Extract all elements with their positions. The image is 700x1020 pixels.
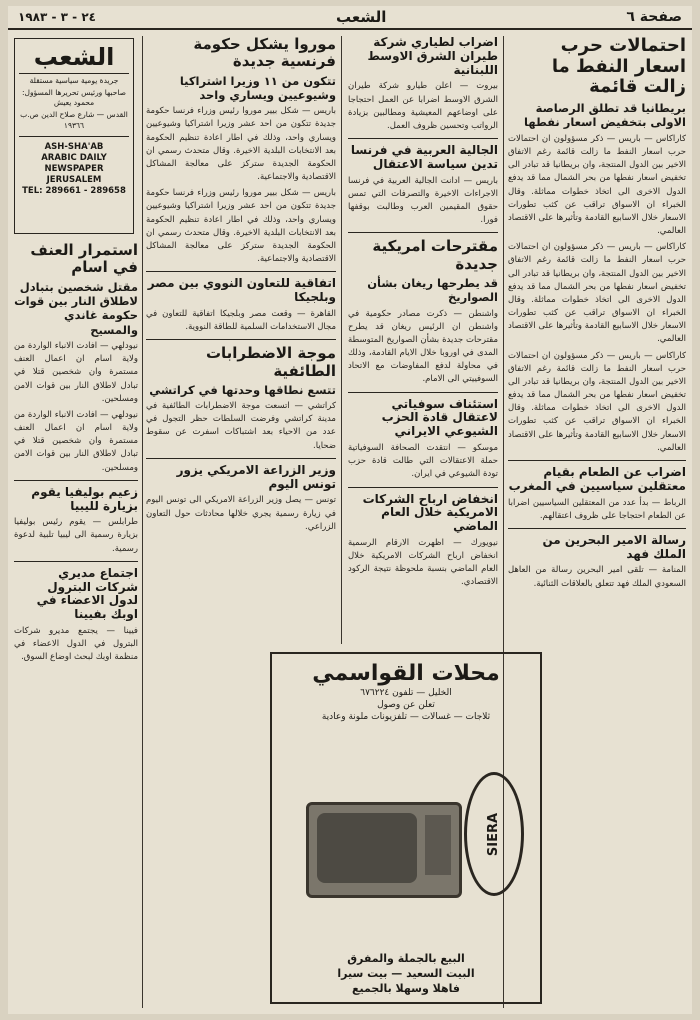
column-rule xyxy=(142,36,143,1008)
body-oil-cont2: كاراكاس — باريس — ذكر مسؤولون ان احتمالات حرب اسعار النفط ما زالت قائمة رغم الاتفاق الاخير بين الدول المنتجة، وان بريطانيا قد تبادر الى تخفيض اسعار نفطها من بحر الشمال مما قد يدفع الدول الاخرى الى اتخاذ خطوات مماثلة. وقال الخبراء ان الاسواق تراقب عن كثب تطورات الاسعار خلال الاسابيع القادمة وتأثيرها على الاقتصاد العالمي. xyxy=(508,350,686,453)
divider xyxy=(348,487,498,488)
body-oil-cont: كاراكاس — باريس — ذكر مسؤولون ان احتمالات حرب اسعار النفط ما زالت قائمة رغم الاتفاق الاخير بين الدول المنتجة، وان بريطانيا قد تبادر الى تخفيض اسعار نفطها من بحر الشمال مما قد يدفع الدول الاخرى الى اتخاذ خطوات مماثلة. وقال الخبراء ان الاسواق تراقب عن كثب تطورات الاسعار خلال الاسابيع القادمة وتأثيرها على الاقتصاد العالمي. xyxy=(508,242,686,345)
body-karachi: كراتشي — اتسعت موجة الاضطرابات الطائفية في مدينة كراتشي وفرضت السلطات حظر التجول في عدد من الاحياء بعد اشتباكات اسفرت عن سقوط ضحايا. xyxy=(146,401,336,451)
body-oil: كاراكاس — باريس — ذكر مسؤولون ان احتمالات حرب اسعار النفط ما زالت قائمة رغم الاتفاق الاخير بين الدول المنتجة، وان بريطانيا قد تبادر الى تخفيض اسعار نفطها من بحر الشمال مما قد يدفع الدول الاخرى الى اتخاذ خطوات مماثلة. وقال الخبراء ان الاسواق تراقب عن كثب تطورات الاسعار خلال الاسابيع القادمة وتأثيرها على الاقتصاد العالمي. xyxy=(508,133,686,237)
body-oilcos: فيينا — يجتمع مديرو شركات البترول في الدول الاعضاء في منظمة اوبك لبحث اوضاع السوق. xyxy=(14,626,138,663)
headline-karachi: موجة الاضطرابات الطائفية xyxy=(205,344,336,380)
divider xyxy=(348,392,498,393)
paper-name: الشعب xyxy=(335,8,387,26)
tv-screen xyxy=(317,813,417,883)
divider xyxy=(146,458,336,459)
body-community: باريس — ادانت الجالية العربية في فرنسا الاجراءات الاخيرة والتصرفات التي تمس حقوق المقيمين العرب وطالبت بوقفها فورا. xyxy=(348,175,498,226)
headline-lebanon: اضراب لطياري شركة طيران الشرق الاوسط اللبنانية xyxy=(367,36,498,77)
body-libya: طرابلس — يقوم رئيس بوليفيا بزيارة رسمية الى ليبيا تلبية لدعوة رسمية. xyxy=(14,517,138,554)
nameplate-publisher: صاحبها ورئيس تحريرها المسؤول: محمود يعيش xyxy=(21,88,126,108)
nameplate-en-line3: JERUSALEM xyxy=(46,174,102,185)
divider xyxy=(348,232,498,233)
nameplate-box xyxy=(14,38,134,234)
body-morocco: الرباط — بدأ عدد من المعتقلين السياسيين اضرابا عن الطعام احتجاجا على ظروف اعتقالهم. xyxy=(508,497,686,521)
nameplate-address: القدس — شارع صلاح الدين ص.ب ١٩٣٦٦ xyxy=(20,110,128,130)
nameplate-en-name: ASH-SHA'AB xyxy=(44,141,104,152)
ad-bottom-3: فاهلا وسهلا بالجميع xyxy=(352,982,460,995)
ad-products: ثلاجات — غسالات — تلفزيونات ملونة وعادية xyxy=(321,712,491,722)
divider xyxy=(19,136,129,137)
divider xyxy=(146,271,336,272)
divider xyxy=(348,138,498,139)
column-left xyxy=(14,242,138,1008)
television-image xyxy=(306,802,462,898)
issue-date: ٢٤ - ٣ - ١٩٨٣ xyxy=(18,10,96,24)
divider xyxy=(14,480,138,481)
divider xyxy=(146,339,336,340)
headline-morocco: اضراب عن الطعام بقيام معتقلين سياسيين في المغرب xyxy=(508,464,686,493)
column-news-2 xyxy=(348,36,498,644)
tv-knobs xyxy=(425,815,451,875)
body-mauroy-cont: باريس — شكل بيير موروا رئيس وزراء فرنسا حكومة جديدة تتكون من احد عشر وزيرا اشتراكيا وشيوعيين ويساري واحد، وذلك في اطار اعادة تنظيم الحكومة بعد الانتخابات البلدية الاخيرة. وقال متحدث رسمي ان الحكومة الجديدة ستركز على معالجة المشاكل الاقتصادية والاجتماعية. xyxy=(146,188,336,265)
sub-oil: بريطانيا قد تطلق الرصاصة الاولى بتخفيض اسعار نفطها xyxy=(524,101,686,130)
body-violence: نيودلهي — افادت الانباء الواردة من ولاية اسام ان اعمال العنف مستمرة وان شخصين قتلا في تبادل لاطلاق النار بين قوات الامن ومسلحين. xyxy=(14,341,138,404)
newspaper-page xyxy=(8,6,692,1014)
body-tunis: تونس — يصل وزير الزراعة الامريكي الى تونس اليوم في زيارة رسمية يجري خلالها محادثات حول التعاون الزراعي. xyxy=(146,495,336,532)
body-bahrain: المنامة — تلقى امير البحرين رسالة من العاهل السعودي الملك فهد تتعلق بالعلاقات الثنائية. xyxy=(508,565,686,589)
headline-profits: انخفاض ارباح الشركات الامريكية خلال العام الماضي xyxy=(362,491,498,534)
nameplate-en-tel: TEL: 289661 - 289658 xyxy=(22,185,126,196)
divider xyxy=(508,460,686,461)
body-lebanon: بيروت — اعلن طيارو شركة طيران الشرق الاوسط اضرابا عن العمل احتجاجا على اوضاعهم المعيشية ومطالبين بزيادة الرواتب وتحسين ظروف العمل. xyxy=(348,81,498,131)
body-profits: نيويورك — اظهرت الارقام الرسمية انخفاض ارباح الشركات الامريكية خلال العام الماضي بنسبة ملحوظة نتيجة الركود الاقتصادي. xyxy=(348,537,498,588)
headline-violence: استمرار العنف في اسام xyxy=(30,242,138,277)
sub-violence: مقتل شخصين بتبادل لاطلاق النار بين قوات حكومة غاندي والمسيح xyxy=(14,279,138,337)
headline-bahrain: رسالة الامير البحرين من الملك فهد xyxy=(542,532,686,561)
sub-mauroy: تتكون من ١١ وزيرا اشتراكيا وشيوعيين ويساري واحد xyxy=(179,73,336,102)
headline-soviet: استئناف سوفياتي لاعتقال قادة الحزب الشيوعي الايراني xyxy=(381,396,498,439)
ad-location: الخليل — تلفون ٦٧٦٢٢٤ xyxy=(360,688,452,698)
headline-oilcos: اجتماع مديري شركات البترول لدول الاعضاء في اوبك بفيينا xyxy=(36,565,138,622)
body-violence-cont: نيودلهي — افادت الانباء الواردة من ولاية اسام ان اعمال العنف مستمرة وان شخصين قتلا في تبادل لاطلاق النار بين قوات الامن ومسلحين. xyxy=(14,409,138,473)
sub-karachi: تتسع نطاقها وحدتها في كراتشي xyxy=(149,382,336,397)
headline-tunis: وزير الزراعة الامريكي يزور تونس اليوم xyxy=(176,462,336,491)
body-soviet: موسكو — انتقدت الصحافة السوفياتية حملة الاعتقالات التي طالت قادة حزب تودة الشيوعي في ايران. xyxy=(348,443,498,480)
masthead xyxy=(8,6,692,30)
ad-title: محلات القواسمي xyxy=(312,661,500,686)
nameplate-title: الشعب xyxy=(19,43,129,74)
ad-tagline: تعلن عن وصول xyxy=(377,700,435,710)
divider xyxy=(508,528,686,529)
siera-logo xyxy=(464,772,524,896)
advertisement xyxy=(270,652,542,1004)
nameplate-tagline: جريدة يومية سياسية مستقلة xyxy=(29,76,119,85)
ad-bottom-2: البيت السعيد — بيت سيرا xyxy=(337,967,475,980)
headline-community: الجالية العربية في فرنسا تدين سياسة الاعتقال xyxy=(350,143,498,171)
headline-libya: زعيم بوليفيا يقوم بزيارة لليبيا xyxy=(31,484,138,513)
ad-footer xyxy=(277,950,535,997)
sub-reagan: قد يطرحها ريغان بشأن الصواريخ xyxy=(367,275,498,305)
ad-bottom-1: البيع بالجملة والمفرق xyxy=(347,952,465,965)
headline-reagan: مقترحات امريكية جديدة xyxy=(372,237,498,273)
divider xyxy=(14,561,138,562)
column-rule xyxy=(341,36,342,644)
headline-mauroy: موروا يشكل حكومة فرنسية جديدة xyxy=(193,36,336,71)
body-nuclear: القاهرة — وقعت مصر وبلجيكا اتفاقية للتعاون في مجال الاستخدامات السلمية للطاقة النووية. xyxy=(146,308,336,333)
body-mauroy: باريس — شكل بيير موروا رئيس وزراء فرنسا حكومة جديدة تتكون من احد عشر وزيرا اشتراكيا وشيوعيين ويساري واحد، وذلك في اطار اعادة تنظيم الحكومة بعد الانتخابات البلدية الاخيرة. وقال متحدث رسمي ان الحكومة الجديدة ستركز على معالجة المشاكل الاقتصادية والاجتماعية. xyxy=(146,106,336,183)
headline-oil: احتمالات حرب اسعار النفط ما زالت قائمة xyxy=(551,36,686,98)
siera-logo-text: SIERA xyxy=(486,812,502,856)
headline-nuclear: اتفاقية للتعاون النووي بين مصر وبلجيكا xyxy=(147,276,336,305)
page-label: صفحة ٦ xyxy=(626,9,682,25)
column-news-3 xyxy=(146,36,336,644)
body-reagan: واشنطن — ذكرت مصادر حكومية في واشنطن ان الرئيس ريغان قد يطرح مقترحات جديدة بشأن الصواريخ المتوسطة المدى في اوروبا خلال الايام القادمة، وذلك في محاولة لدفع المفاوضات مع الاتحاد السوفييتي الى الامام. xyxy=(348,308,498,385)
nameplate-en-line1: ARABIC DAILY xyxy=(41,152,107,163)
nameplate-en-line2: NEWSPAPER xyxy=(44,163,104,174)
